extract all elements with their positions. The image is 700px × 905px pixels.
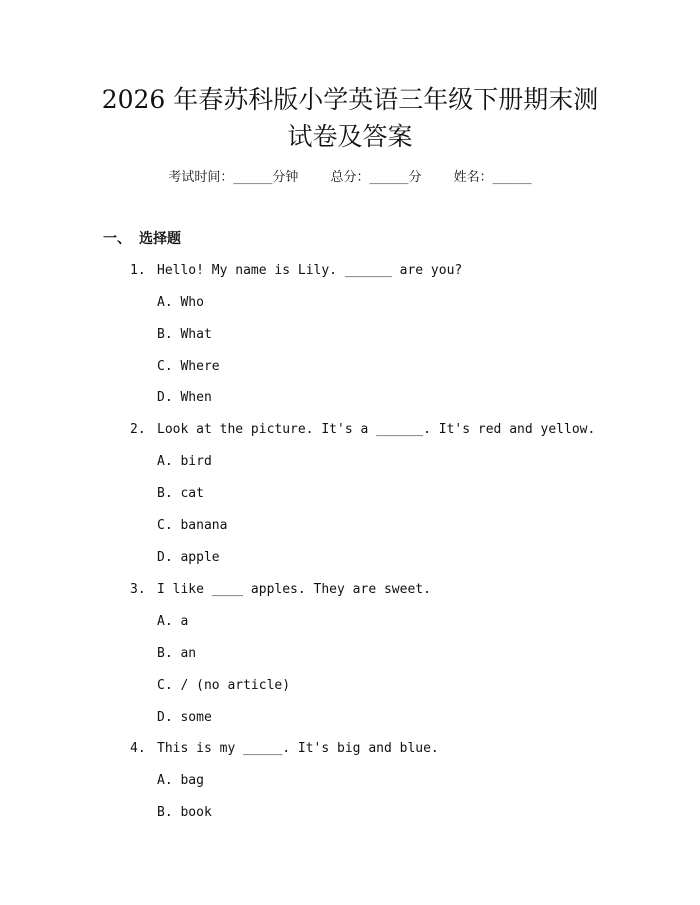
section-heading — [103, 229, 181, 249]
question-3 — [130, 580, 431, 600]
question-4-option-b: B. book — [157, 805, 212, 820]
page-title-line2: 试卷及答案 — [287, 122, 413, 151]
section-number: 一、 — [103, 231, 131, 247]
question-3-option-c: C. / (no article) — [157, 678, 291, 693]
question-text: Hello! My name is Lily. ______ are you? — [157, 263, 463, 278]
question-2-option-d: D. apple — [157, 550, 220, 565]
question-text: This is my _____. It's big and blue. — [157, 741, 439, 756]
question-4-option-a: A. bag — [157, 773, 204, 788]
question-text: Look at the picture. It's a ______. It's red and yellow. — [157, 422, 596, 437]
section-title: 选择题 — [139, 231, 181, 247]
question-2 — [130, 420, 595, 440]
question-1-option-a: A. Who — [157, 295, 204, 310]
question-number: 2. — [130, 422, 146, 437]
question-1 — [130, 261, 462, 281]
page-title-line1: 2026 年春苏科版小学英语三年级下册期末测 — [101, 85, 599, 114]
question-number: 3. — [130, 582, 146, 597]
question-number: 4. — [130, 741, 146, 756]
exam-total-score: 总分：______分 — [330, 170, 422, 185]
exam-info — [0, 168, 700, 188]
question-number: 1. — [130, 263, 146, 278]
question-text: I like ____ apples. They are sweet. — [157, 582, 431, 597]
question-3-option-a: A. a — [157, 614, 189, 629]
question-1-option-c: C. Where — [157, 359, 220, 374]
question-3-option-d: D. some — [157, 710, 212, 725]
question-2-option-a: A. bird — [157, 454, 212, 469]
exam-time: 考试时间：______分钟 — [168, 170, 299, 185]
question-2-option-c: C. banana — [157, 518, 228, 533]
question-2-option-b: B. cat — [157, 486, 204, 501]
question-3-option-b: B. an — [157, 646, 197, 661]
question-1-option-b: B. What — [157, 327, 212, 342]
question-4 — [130, 739, 439, 759]
student-name: 姓名：______ — [453, 170, 532, 185]
question-1-option-d: D. When — [157, 390, 212, 405]
